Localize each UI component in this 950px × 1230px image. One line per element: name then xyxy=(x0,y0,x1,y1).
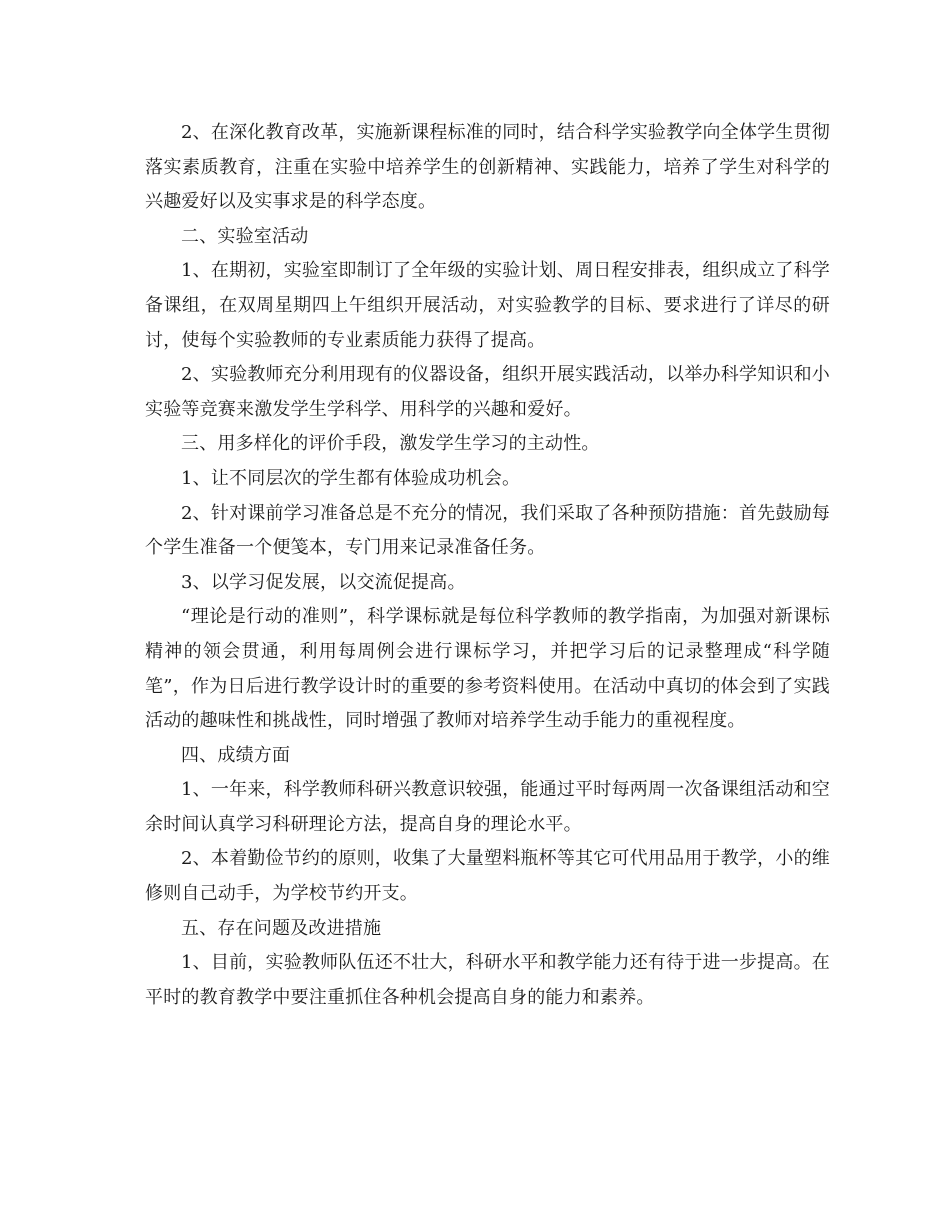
paragraph: 1、在期初，实验室即制订了全年级的实验计划、周日程安排表，组织成立了科学备课组，在双周星期四上午组织开展活动，对实验教学的目标、要求进行了详尽的研讨，使每个实验教师的专业素质能力获得了提高。 xyxy=(145,260,830,351)
paragraph: 2、在深化教育改革，实施新课程标准的同时，结合科学实验教学向全体学生贯彻落实素质教育，注重在实验中培养学生的创新精神、实践能力，培养了学生对科学的兴趣爱好以及实事求是的科学态度。 xyxy=(145,122,830,213)
section-heading: 四、成绩方面 xyxy=(181,744,291,766)
paragraph: 2、实验教师充分利用现有的仪器设备，组织开展实践活动，以举办科学知识和小实验等竞赛来激发学生学科学、用科学的兴趣和爱好。 xyxy=(145,364,830,420)
paragraph: “理论是行动的准则”，科学课标就是每位科学教师的教学指南，为加强对新课标精神的领会贯通，利用每周例会进行课标学习，并把学习后的记录整理成“科学随笔”，作为日后进行教学设计时的重要的参考资料使用。在活动中真切的体会到了实践活动的趣味性和挑战性，同时增强了教师对培养学生动手能力的重视程度。 xyxy=(145,606,830,732)
paragraph: 3、以学习促发展，以交流促提高。 xyxy=(181,571,466,593)
paragraph: 1、目前，实验教师队伍还不壮大，科研水平和教学能力还有待于进一步提高。在平时的教育教学中要注重抓住各种机会提高自身的能力和素养。 xyxy=(145,952,830,1008)
paragraph: 2、本着勤俭节约的原则，收集了大量塑料瓶杯等其它可代用品用于教学，小的维修则自己动手，为学校节约开支。 xyxy=(145,848,830,905)
paragraph: 1、一年来，科学教师科研兴教意识较强，能通过平时每两周一次备课组活动和空余时间认真学习科研理论方法，提高自身的理论水平。 xyxy=(145,779,830,835)
paragraph: 1、让不同层次的学生都有体验成功机会。 xyxy=(181,467,521,489)
section-heading: 二、实验室活动 xyxy=(181,225,309,247)
section-heading: 三、用多样化的评价手段，激发学生学习的主动性。 xyxy=(181,433,600,455)
section-heading: 五、存在问题及改进措施 xyxy=(181,917,382,939)
paragraph: 2、针对课前学习准备总是不充分的情况，我们采取了各种预防措施：首先鼓励每个学生准备一个便笺本，专门用来记录准备任务。 xyxy=(145,502,830,559)
